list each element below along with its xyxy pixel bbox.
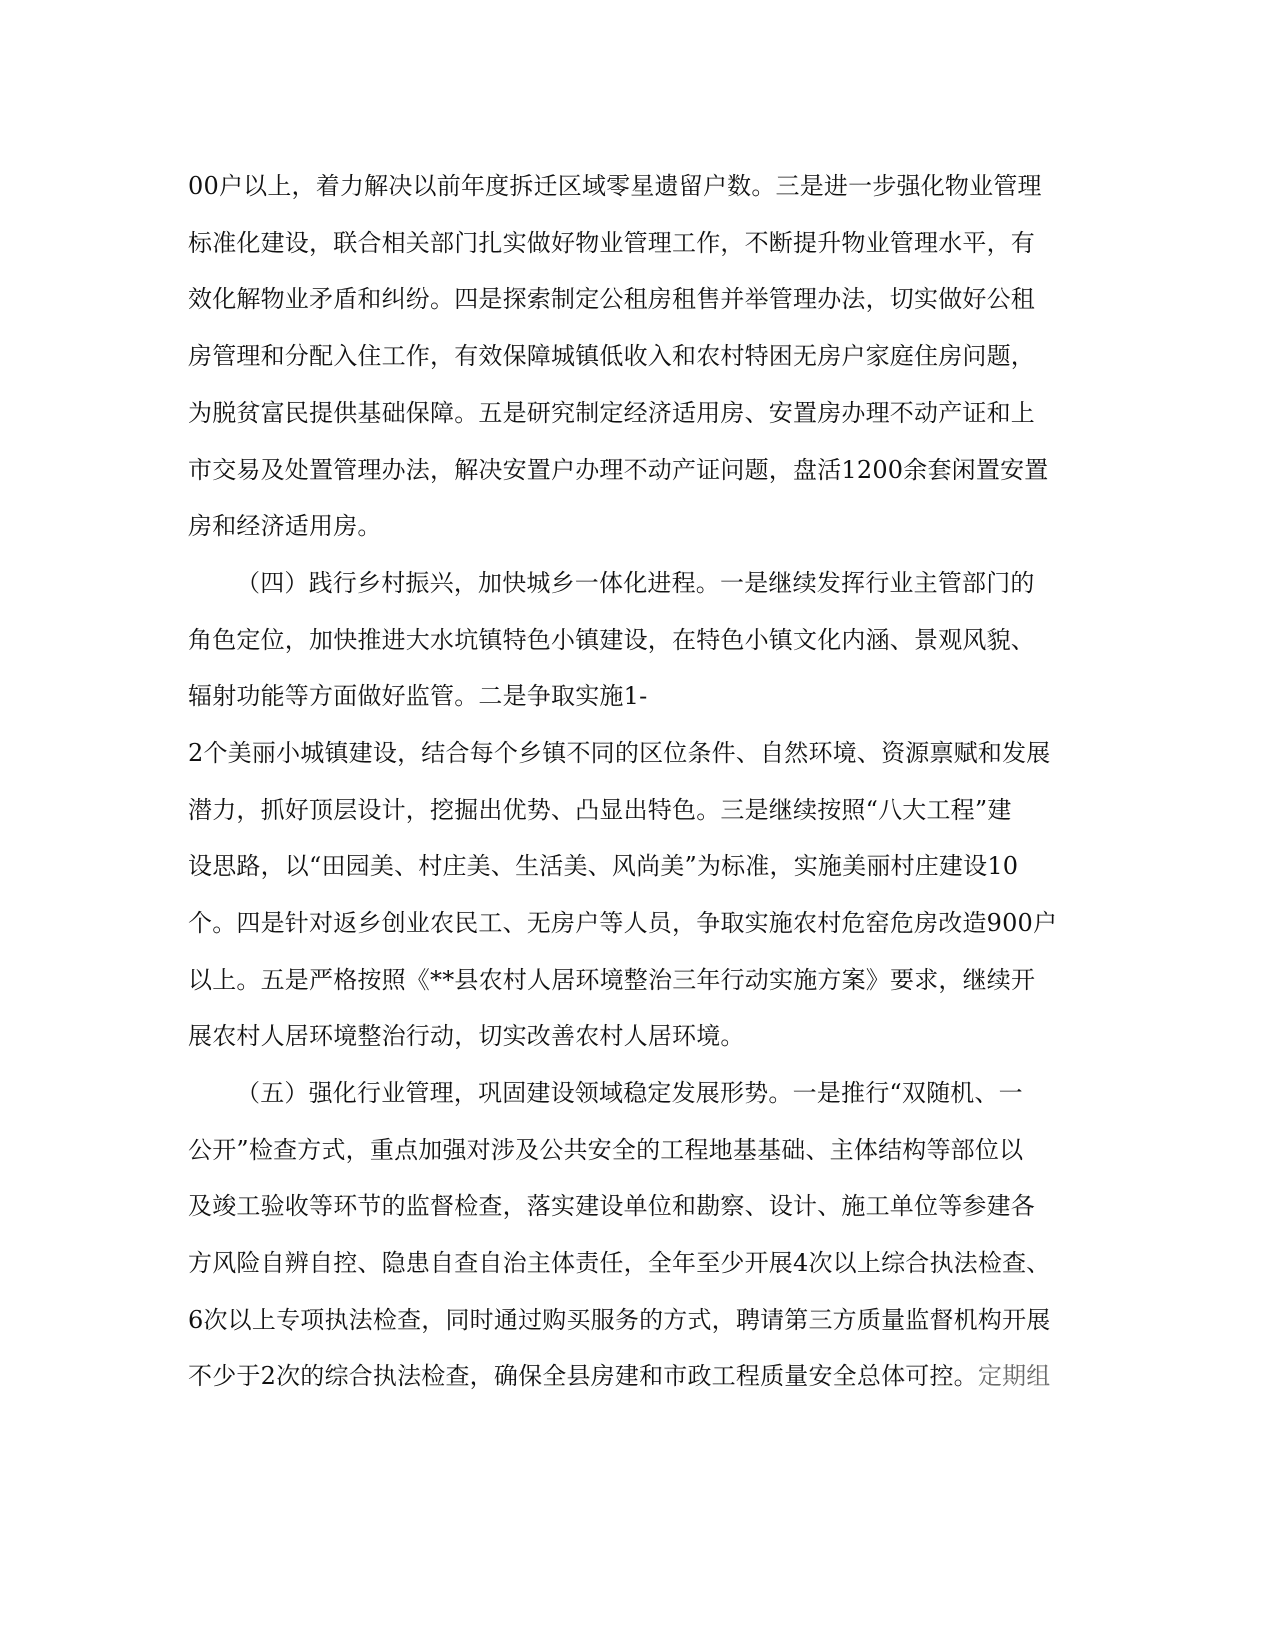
text-line: 辐射功能等方面做好监管。二是争取实施1- bbox=[188, 682, 648, 710]
text-line: 市交易及处置管理办法，解决安置户办理不动产证问题，盘活1200余套闲置安置 bbox=[188, 456, 1049, 484]
text-line: 方风险自辨自控、隐患自查自治主体责任，全年至少开展4次以上综合执法检查、 bbox=[188, 1249, 1051, 1277]
text-line: 设思路，以“田园美、村庄美、生活美、风尚美”为标准，实施美丽村庄建设10 bbox=[188, 852, 1019, 880]
text-line: 及竣工验收等环节的监督检查，落实建设单位和勘察、设计、施工单位等参建各 bbox=[188, 1192, 1035, 1220]
text-line: 标准化建设，联合相关部门扎实做好物业管理工作，不断提升物业管理水平，有 bbox=[188, 229, 1035, 257]
text-line: 以上。五是严格按照《**县农村人居环境整治三年行动实施方案》要求，继续开 bbox=[188, 966, 1036, 994]
text-line: 展农村人居环境整治行动，切实改善农村人居环境。 bbox=[188, 1022, 745, 1050]
text-line: 房和经济适用房。 bbox=[188, 512, 382, 540]
text-line-faded: 定期组 bbox=[977, 1362, 1051, 1390]
text-line: 潜力，抓好顶层设计，挖掘出优势、凸显出特色。三是继续按照“八大工程”建 bbox=[188, 796, 1012, 824]
text-line: 6次以上专项执法检查，同时通过购买服务的方式，聘请第三方质量监督机构开展 bbox=[188, 1306, 1051, 1334]
text-line: 2个美丽小城镇建设，结合每个乡镇不同的区位条件、自然环境、资源禀赋和发展 bbox=[188, 739, 1051, 767]
text-line: 为脱贫富民提供基础保障。五是研究制定经济适用房、安置房办理不动产证和上 bbox=[188, 399, 1035, 427]
text-line: 公开”检查方式，重点加强对涉及公共安全的工程地基基础、主体结构等部位以 bbox=[188, 1136, 1024, 1164]
text-line: 个。四是针对返乡创业农民工、无房户等人员，争取实施农村危窑危房改造900户 bbox=[188, 909, 1058, 937]
text-line: 角色定位，加快推进大水坑镇特色小镇建设，在特色小镇文化内涵、景观风貌、 bbox=[188, 626, 1035, 654]
text-line bbox=[188, 1362, 1050, 1390]
section-heading-line: （五）强化行业管理，巩固建设领域稳定发展形势。一是推行“双随机、一 bbox=[236, 1079, 1023, 1107]
section-heading-line: （四）践行乡村振兴，加快城乡一体化进程。一是继续发挥行业主管部门的 bbox=[236, 569, 1035, 597]
text-line-main: 不少于2次的综合执法检查，确保全县房建和市政工程质量安全总体可控。 bbox=[188, 1362, 978, 1390]
text-line: 效化解物业矛盾和纠纷。四是探索制定公租房租售并举管理办法，切实做好公租 bbox=[188, 285, 1035, 313]
text-line: 房管理和分配入住工作，有效保障城镇低收入和农村特困无房户家庭住房问题， bbox=[188, 342, 1035, 370]
text-line: 00户以上，着力解决以前年度拆迁区域零星遗留户数。三是进一步强化物业管理 bbox=[188, 172, 1042, 200]
